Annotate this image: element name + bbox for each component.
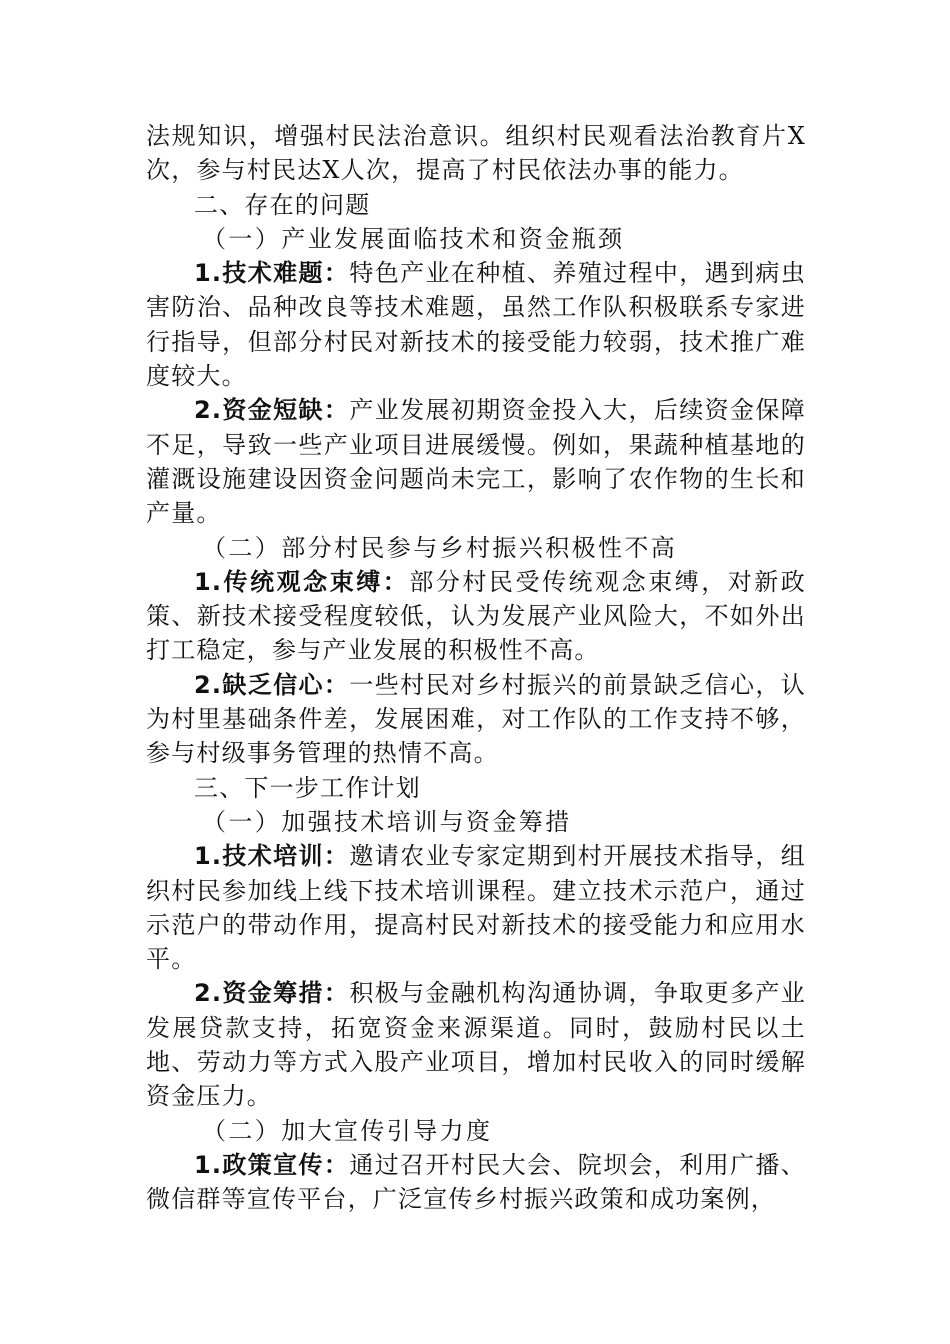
- paragraph-body: 特色产业在种植、养殖过程中，遇到病虫害防治、品种改良等技术难题，虽然工作队积极联系专家进行指导，但部分村民对新技术的接受能力较弱，技术推广难度较大。: [146, 259, 806, 391]
- paragraph-tech-training: [146, 839, 806, 976]
- paragraph-lead: 1.技术难题：: [194, 259, 350, 288]
- paragraph-funding-shortage: [146, 393, 806, 530]
- paragraph-body: 产业发展初期资金投入大，后续资金保障不足，导致一些产业项目进展缓慢。例如，果蔬种植基地的灌溉设施建设因资金问题尚未完工，影响了农作物的生长和产量。: [146, 396, 806, 528]
- paragraph-tech-problem: [146, 256, 806, 393]
- section-heading-problems: 二、存在的问题: [194, 190, 371, 219]
- paragraph-lead: 1.政策宣传：: [194, 1150, 350, 1179]
- paragraph-lead: 2.资金短缺：: [194, 396, 350, 425]
- paragraph-policy-publicity: [146, 1148, 806, 1217]
- paragraph-body: 一些村民对乡村振兴的前景缺乏信心，认为村里基础条件差，发展困难，对工作队的工作支持不够，参与村级事务管理的热情不高。: [146, 670, 806, 768]
- paragraph-traditional-views: [146, 565, 806, 668]
- paragraph-lead: 1.技术培训：: [194, 842, 350, 871]
- paragraph-body: 通过召开村民大会、院坝会，利用广播、微信群等宣传平台，广泛宣传乡村振兴政策和成功案例，: [146, 1150, 806, 1214]
- paragraph-lead: 2.资金筹措：: [194, 979, 350, 1008]
- paragraph-body: 积极与金融机构沟通协调，争取更多产业发展贷款支持，拓宽资金来源渠道。同时，鼓励村民以土地、劳动力等方式入股产业项目，增加村民收入的同时缓解资金压力。: [146, 979, 806, 1111]
- subsection-heading-participation: （二）部分村民参与乡村振兴积极性不高: [202, 533, 678, 562]
- paragraph-lack-confidence: [146, 668, 806, 771]
- paragraph-body: 部分村民受传统观念束缚，对新政策、新技术接受程度较低，认为发展产业风险大，不如外出打工稳定，参与产业发展的积极性不高。: [146, 567, 807, 665]
- section-heading-next-steps: 三、下一步工作计划: [194, 773, 421, 802]
- paragraph-body: 邀请农业专家定期到村开展技术指导，组织村民参加线上线下技术培训课程。建立技术示范户，通过示范户的带动作用，提高村民对新技术的接受能力和应用水平。: [146, 842, 806, 974]
- paragraph-fund-raising: [146, 976, 806, 1113]
- document-page: [146, 119, 806, 1217]
- paragraph-lead: 1.传统观念束缚：: [194, 567, 410, 596]
- paragraph-continuation: 法规知识，增强村民法治意识。组织村民观看法治教育片X次，参与村民达X人次，提高了村民依法办事的能力。: [146, 122, 806, 185]
- paragraph-lead: 2.缺乏信心：: [194, 670, 350, 699]
- subsection-heading-publicity: （二）加大宣传引导力度: [202, 1116, 493, 1145]
- subsection-heading-training-funding: （一）加强技术培训与资金筹措: [202, 807, 572, 836]
- subsection-heading-tech-funding: （一）产业发展面临技术和资金瓶颈: [202, 224, 625, 253]
